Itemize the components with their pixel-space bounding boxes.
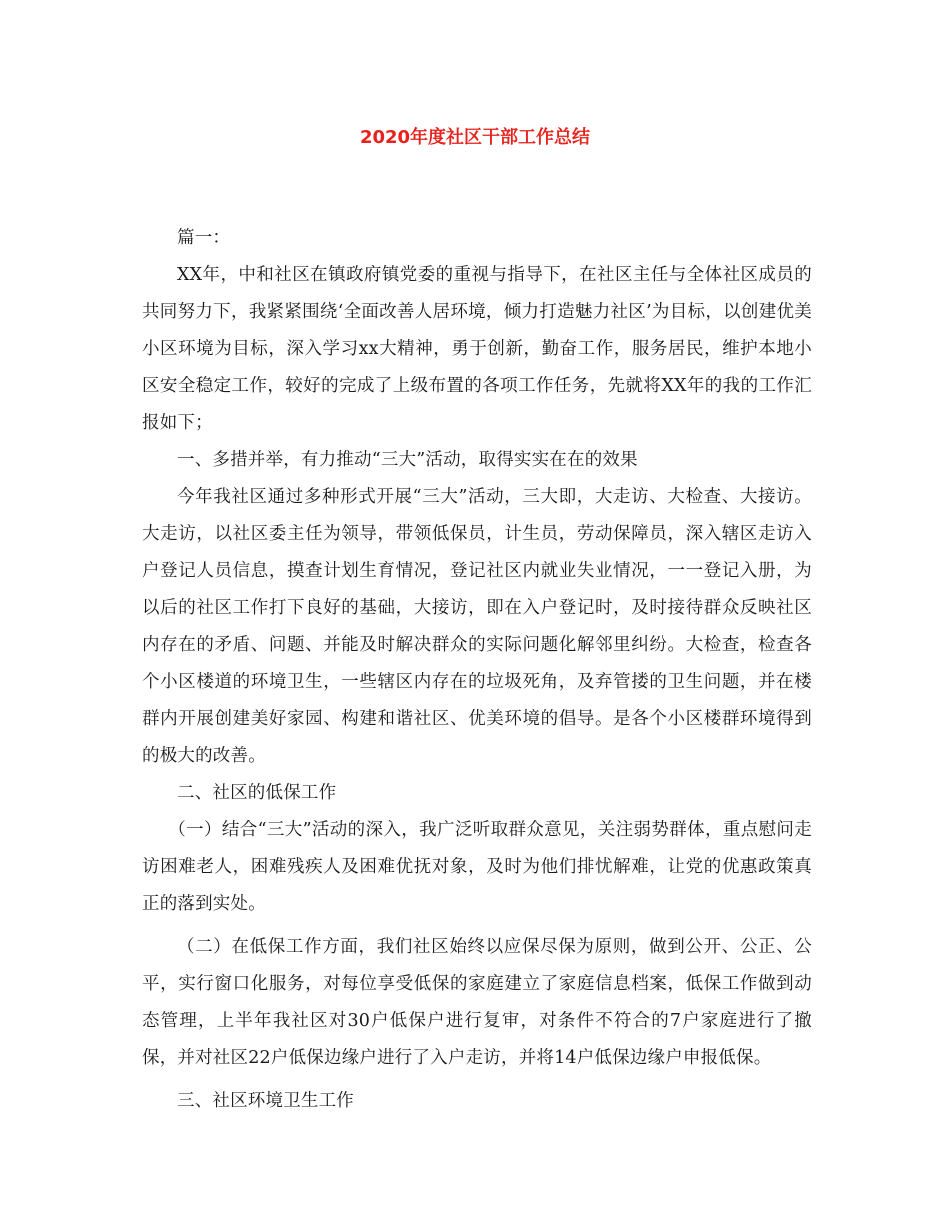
heading-section-2: 二、社区的低保工作 — [177, 783, 337, 803]
document-body — [142, 220, 812, 1120]
paragraph-intro: XX年，中和社区在镇政府镇党委的重视与指导下，在社区主任与全体社区成员的共同努力下，我紧紧围绕‘全面改善人居环境，倾力打造魅力社区’为目标，以创建优美小区环境为目标，深入学习xx大精神，勇于创新，勤奋工作，服务居民，维护本地小区安全稳定工作，较好的完成了上级布置的各项工作任务，先就将XX年的我的工作汇报如下； — [142, 265, 812, 433]
paragraph-section-2-item-2: （二）在低保工作方面，我们社区始终以应保尽保为原则，做到公开、公正、公平，实行窗口化服务，对每位享受低保的家庭建立了家庭信息档案，低保工作做到动态管理，上半年我社区对30户低保户进行复审，对条件不符合的7户家庭进行了撤保，并对社区22户低保边缘户进行了入户走访，并将14户低保边缘户申报低保。 — [142, 937, 812, 1068]
heading-section-1: 一、多措并举，有力推动“三大”活动，取得实实在在的效果 — [177, 450, 638, 470]
heading-section-3: 三、社区环境卫生工作 — [177, 1091, 354, 1111]
paragraph-section-label: 篇一： — [177, 228, 231, 248]
paragraph-section-2-item-1: （一）结合“三大”活动的深入，我广泛听取群众意见，关注弱势群体，重点慰问走访困难老人，困难残疾人及困难优抚对象，及时为他们排忧解难，让党的优惠政策真正的落到实处。 — [142, 820, 812, 914]
document-title: 2020年度社区干部工作总结 — [359, 127, 591, 148]
paragraph-section-1: 今年我社区通过多种形式开展“三大”活动，三大即，大走访、大检查、大接访。大走访，以社区委主任为领导，带领低保员，计生员，劳动保障员，深入辖区走访入户登记人员信息，摸查计划生育情况，登记社区内就业失业情况，一一登记入册，为以后的社区工作打下良好的基础，大接访，即在入户登记时，及时接待群众反映社区内存在的矛盾、问题、并能及时解决群众的实际问题化解邻里纠纷。大检查，检查各个小区楼道的环境卫生，一些辖区内存在的垃圾死角，及弃管搂的卫生问题，并在楼群内开展创建美好家园、构建和谐社区、优美环境的倡导。是各个小区楼群环境得到的极大的改善。 — [142, 487, 812, 766]
